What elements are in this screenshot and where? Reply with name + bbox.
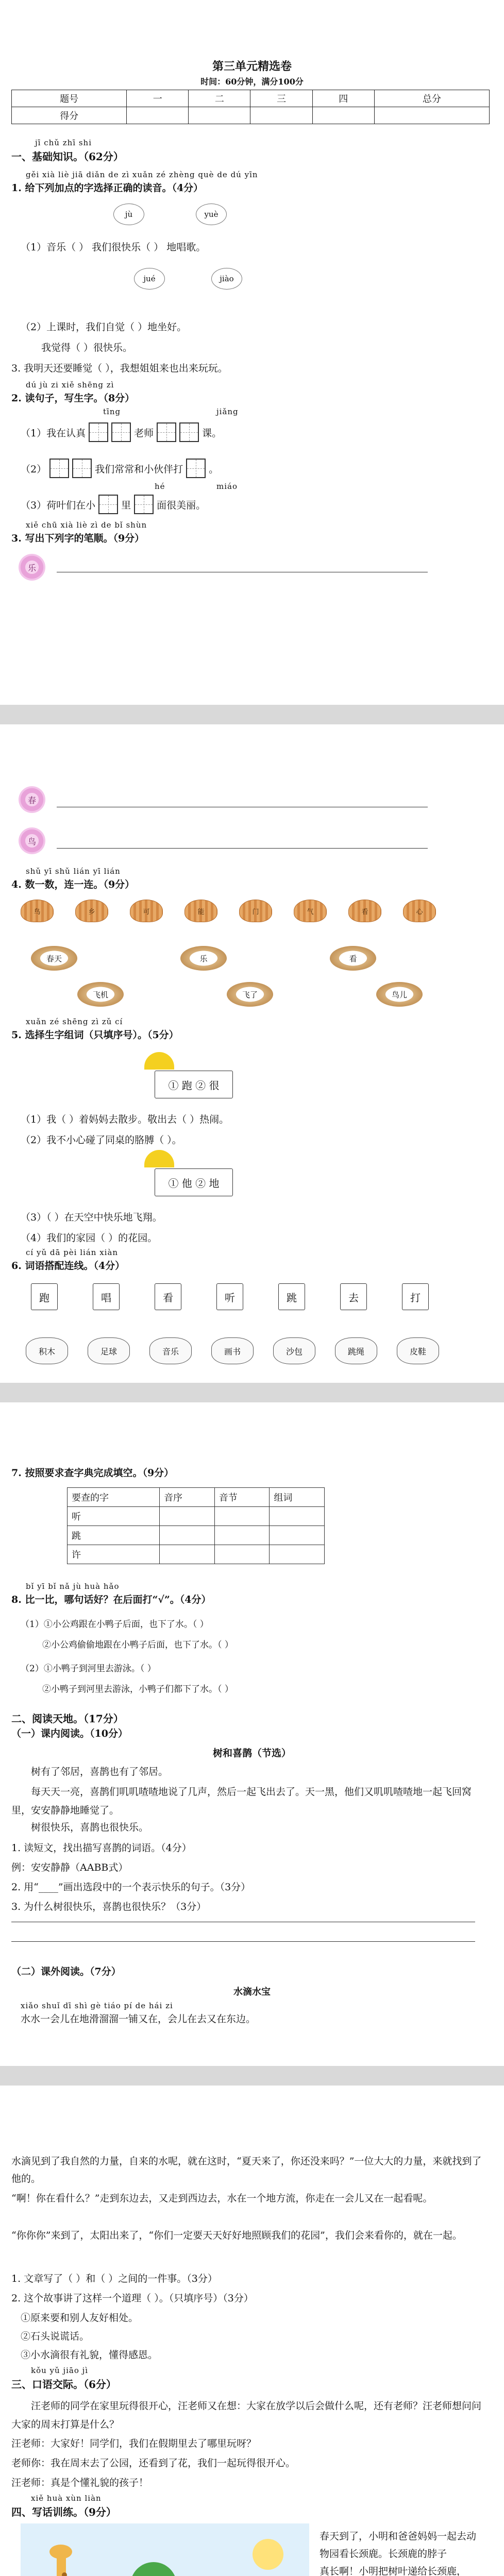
exam-title: 第三单元精选卷 — [212, 60, 292, 73]
article-paragraph: 树有了邻居，喜鹊也有了邻居。 — [31, 1766, 169, 1777]
story-paragraph: “你你你”来到了，太阳出来了，“你们一定要天天好好地照顾我们的花园”，我们会来看你的，就在一起。 — [11, 2230, 462, 2241]
writing-box[interactable] — [98, 495, 118, 514]
question-line: （1）音乐（ ） 我们很快乐（ ） 地唱歌。 — [21, 242, 206, 253]
nest-card[interactable]: 春天 — [31, 946, 77, 971]
question-title: 7. 按照要求查字典完成填空。（9分） — [11, 1467, 174, 1479]
writing-box[interactable] — [186, 459, 206, 478]
shell-row — [21, 900, 436, 922]
reading-option: ①原来要和别人友好相处。 — [21, 2312, 139, 2324]
question-title: 8. 比一比，哪句话好？在后面打“√”。（4分） — [11, 1594, 211, 1605]
section-pinyin: jī chǔ zhī shi — [35, 138, 92, 147]
writing-box[interactable] — [72, 459, 92, 478]
score-row-header — [12, 90, 490, 107]
write-text: 面很美丽。 — [157, 499, 206, 511]
score-table — [11, 90, 490, 124]
noun-card[interactable]: 音乐 — [149, 1337, 192, 1364]
question-title: 4. 数一数，连一连。（9分） — [11, 879, 135, 890]
question-line: （4）我们的家园（ ）的花园。 — [21, 1232, 158, 1244]
score-input-cell[interactable] — [312, 107, 374, 124]
sun-icon — [253, 2539, 283, 2570]
answer-line[interactable] — [11, 1941, 475, 1942]
verb-card[interactable]: 跑 — [31, 1283, 58, 1310]
oral-paragraph: 汪老师的同学在家里玩得很开心，汪老师又在想：大家在放学以后会做什么呢，还有老师？汪老师想问问大家的周末打算是什么？ — [11, 2400, 482, 2430]
option-box: ① 他 ② 地 — [155, 1168, 233, 1196]
reading-question: 3. 为什么树很快乐，喜鹊也很快乐？（3分） — [11, 1901, 207, 1912]
question-title: 2. 读句子，写生字。（8分） — [11, 393, 135, 404]
reading-option: ②石头说谎话。 — [21, 2331, 90, 2342]
verb-row — [31, 1283, 429, 1310]
reading-option: ③小水滴很有礼貌，懂得感恩。 — [21, 2349, 158, 2361]
oral-paragraph: 汪老师：大家好！同学们，我们在假期里去了哪里玩呀？ — [11, 2438, 257, 2449]
score-cell: 二 — [189, 90, 250, 107]
question-line: （2）上课时，我们自觉（ ）地坐好。 — [21, 321, 187, 333]
sun-icon — [144, 1052, 174, 1070]
write-line — [21, 495, 206, 514]
score-input-cell[interactable] — [127, 107, 189, 124]
family-zoo-illustration — [21, 2523, 309, 2576]
shell-card[interactable]: 门 — [239, 900, 272, 922]
answer-cell[interactable] — [214, 1545, 270, 1564]
shell-card[interactable]: 鸟 — [21, 900, 54, 922]
question-title: 3. 写出下列字的笔顺。（9分） — [11, 533, 145, 544]
verb-card[interactable]: 唱 — [93, 1283, 120, 1310]
story-paragraph: 水滴见到了我自然的力量，自来的水呢，就在这时，“夏天来了，你还没来吗？”一位大大的力量，来就找到了他的。 — [11, 2156, 482, 2184]
question-pinyin: shǔ yī shǔ lián yī lián — [26, 867, 121, 876]
question-pinyin: gěi xià liè jiā diǎn de zì xuǎn zé zhèng què de dú yīn — [26, 170, 258, 179]
noun-card[interactable]: 画书 — [211, 1337, 254, 1364]
shell-card[interactable]: 可 — [130, 900, 163, 922]
pinyin-oval[interactable]: jué — [134, 268, 165, 290]
nest-card[interactable]: 飞了 — [227, 982, 273, 1007]
noun-card[interactable]: 皮鞋 — [397, 1337, 439, 1364]
score-cell: 三 — [250, 90, 312, 107]
noun-card[interactable]: 沙包 — [273, 1337, 315, 1364]
write-text: 老师 — [134, 427, 154, 439]
writing-prompt-line: 真长啊！小明把树叶递给长颈鹿， — [320, 2566, 467, 2576]
shell-card[interactable]: 能 — [184, 900, 217, 922]
article-paragraph: 每天天一亮，喜鹊们叽叽喳喳地说了几声，然后一起飞出去了。天一黑，他们又叽叽喳喳地一起飞回窝里，安安静静地睡觉了。 — [11, 1786, 472, 1816]
shell-card[interactable]: 心 — [403, 900, 436, 922]
oral-paragraph: 老师你：我在周末去了公园，还看到了花，我们一起玩得很开心。 — [11, 2458, 296, 2469]
page-1 — [0, 0, 504, 705]
write-text: 课。 — [202, 427, 222, 439]
section-heading: 三、口语交际。（6分） — [11, 2378, 116, 2391]
question-title: 1. 给下列加点的字选择正确的读音。（4分） — [11, 182, 204, 194]
table-row — [68, 1545, 325, 1564]
reading-question: 2. 这个故事讲了这样一个道理（ ）。（只填序号）（3分） — [11, 2293, 254, 2304]
table-cell: 许 — [68, 1545, 160, 1564]
story-pinyin: xiǎo shuǐ dī shì gè tiáo pí de hái zi — [21, 2001, 173, 2010]
writing-box[interactable] — [157, 422, 176, 442]
article-paragraph: 树很快乐，喜鹊也很快乐。 — [31, 1822, 149, 1833]
flower-char-icon: 春 — [19, 786, 45, 813]
writing-box[interactable] — [179, 422, 199, 442]
writing-prompt-line: 春天到了，小明和爸爸妈妈一起去动物园看长颈鹿。长颈鹿的脖子 — [320, 2531, 477, 2560]
section-pinyin: kǒu yǔ jiāo jì — [31, 2366, 89, 2375]
page-gap — [0, 705, 504, 724]
reading-question: 例：安安静静（AABB式） — [11, 1862, 128, 1873]
question-pinyin: bǐ yī bǐ nǎ jù huà hǎo — [26, 1582, 120, 1591]
section-heading: 二、阅读天地。（17分） — [11, 1713, 124, 1725]
table-cell: 跳 — [68, 1526, 160, 1545]
exam-subtitle: 时间：60分钟，满分100分 — [200, 77, 304, 87]
char-pinyin: miáo — [216, 482, 238, 491]
reading-question: 1. 文章写了（ ）和（ ）之间的一件事。（3分） — [11, 2273, 217, 2284]
section-heading: 一、基础知识。（62分） — [11, 150, 124, 163]
reading-question: 1. 读短文，找出描写喜鹊的词语。（4分） — [11, 1842, 192, 1854]
write-line — [21, 459, 219, 478]
table-header: 音序 — [160, 1488, 215, 1507]
score-cell: 题号 — [12, 90, 127, 107]
nest-row-top — [31, 946, 376, 971]
write-text: （3）荷叶们在小 — [21, 499, 96, 511]
verb-card[interactable]: 听 — [216, 1283, 243, 1310]
pinyin-oval[interactable]: jiào — [211, 268, 242, 290]
reading-question: 2. 用“____”画出选段中的一个表示快乐的句子。（3分） — [11, 1882, 251, 1893]
answer-cell[interactable] — [160, 1507, 215, 1526]
dictionary-table — [67, 1487, 325, 1564]
story-title: 水滴水宝 — [233, 1987, 271, 1997]
shell-card[interactable]: 气 — [294, 900, 327, 922]
pinyin-option-group — [134, 268, 242, 290]
pinyin-oval: jù — [113, 204, 144, 225]
score-input-cell[interactable] — [250, 107, 312, 124]
option-box: ① 跑 ② 很 — [155, 1071, 233, 1098]
question-pinyin: cí yǔ dā pèi lián xiàn — [26, 1248, 119, 1257]
question-pinyin: xiě chū xià liè zì de bǐ shùn — [26, 520, 147, 530]
score-cell: 总分 — [374, 90, 489, 107]
write-line — [21, 422, 222, 442]
oral-paragraph: 汪老师：真是个懂礼貌的孩子！ — [11, 2477, 149, 2488]
subsection-heading: （一）课内阅读。（10分） — [11, 1728, 128, 1739]
noun-card[interactable]: 积木 — [26, 1337, 68, 1364]
flower-char-icon: 乐 — [19, 554, 45, 581]
compare-option: ②小公鸡偷偷地跟在小鸭子后面，也下了水。（ ） — [42, 1640, 233, 1650]
question-pinyin: xuǎn zé shēng zì zǔ cí — [26, 1017, 123, 1026]
pinyin-option-group — [113, 204, 227, 225]
answer-cell[interactable] — [270, 1526, 325, 1545]
question-pinyin: dú jù zi xiě shēng zì — [26, 380, 114, 389]
table-header: 要查的字 — [68, 1488, 160, 1507]
verb-card[interactable]: 看 — [155, 1283, 181, 1310]
table-row — [68, 1526, 325, 1545]
section-heading: 四、写话训练。（9分） — [11, 2506, 116, 2518]
noun-row — [26, 1337, 439, 1364]
char-pinyin: tīng — [103, 407, 121, 416]
section-pinyin: xiě huà xùn liàn — [31, 2494, 102, 2503]
writing-prompt — [320, 2528, 484, 2576]
question-line: 3. 我明天还要睡觉（ ），我想姐姐来也出来玩玩。 — [11, 363, 228, 374]
table-header: 音节 — [214, 1488, 270, 1507]
score-input-cell[interactable] — [189, 107, 250, 124]
pinyin-oval: yuè — [196, 204, 227, 225]
page-3 — [0, 1402, 504, 2066]
answer-cell[interactable] — [160, 1526, 215, 1545]
page-2 — [0, 724, 504, 1383]
nest-card[interactable]: 乐 — [180, 946, 227, 971]
nest-card[interactable]: 看 — [330, 946, 376, 971]
question-title: 6. 词语搭配连线。（4分） — [11, 1260, 125, 1272]
score-cell: 一 — [127, 90, 189, 107]
writing-box[interactable] — [134, 495, 154, 514]
story-line: 水水一会儿在地滑溜溜一铺又在，会儿在去又在东边。 — [21, 2013, 256, 2025]
nest-card[interactable]: 飞机 — [77, 982, 124, 1007]
nest-card[interactable]: 鸟儿 — [376, 982, 423, 1007]
char-pinyin: hé — [155, 482, 165, 491]
score-cell: 四 — [312, 90, 374, 107]
verb-card[interactable]: 打 — [402, 1283, 429, 1310]
compare-option: （2）①小鸭子到河里去游泳。（ ） — [21, 1664, 156, 1674]
writing-box[interactable] — [49, 459, 69, 478]
question-line: （1）我（ ）着妈妈去散步。敬出去（ ）热闹。 — [21, 1114, 229, 1125]
answer-cell[interactable] — [160, 1545, 215, 1564]
page-gap — [0, 2066, 504, 2086]
table-header: 组词 — [270, 1488, 325, 1507]
noun-card[interactable]: 足球 — [88, 1337, 130, 1364]
score-input-cell[interactable] — [374, 107, 489, 124]
pinyin-option[interactable] — [113, 204, 144, 225]
verb-card[interactable]: 去 — [340, 1283, 367, 1310]
question-line: （2）我不小心碰了同桌的胳膊（ ）。 — [21, 1134, 182, 1146]
char-pinyin: jiǎng — [216, 407, 239, 416]
noun-card[interactable]: 跳绳 — [335, 1337, 377, 1364]
story-paragraph: “啊！你在看什么？”走到东边去，又走到西边去，水在一个地方流，你走在一会儿又在一起看呢。 — [11, 2193, 433, 2204]
writing-box[interactable] — [111, 422, 131, 442]
answer-cell[interactable] — [214, 1507, 270, 1526]
nest-row-bottom — [77, 982, 423, 1007]
page-4 — [0, 2086, 504, 2576]
score-row-values — [12, 107, 490, 124]
question-line: （3）（ ）在天空中快乐地飞翔。 — [21, 1212, 162, 1223]
write-text: 里 — [121, 499, 131, 511]
write-text: （1）我在认真 — [21, 427, 86, 439]
answer-cell[interactable] — [270, 1507, 325, 1526]
score-cell: 得分 — [12, 107, 127, 124]
verb-card[interactable]: 跳 — [278, 1283, 305, 1310]
writing-box[interactable] — [89, 422, 108, 442]
question-line: 我觉得（ ）很快乐。 — [41, 342, 133, 353]
compare-option: （1）①小公鸡跟在小鸭子后面，也下了水。（ ） — [21, 1619, 209, 1630]
table-cell: 听 — [68, 1507, 160, 1526]
write-text: 。 — [209, 463, 219, 475]
answer-line[interactable] — [57, 848, 428, 849]
answer-cell[interactable] — [270, 1545, 325, 1564]
compare-option: ②小鸭子到河里去游泳，小鸭子们都下了水。（ ） — [42, 1684, 233, 1694]
question-title: 5. 选择生字组词（只填序号）。（5分） — [11, 1029, 179, 1041]
table-row — [68, 1507, 325, 1526]
page-gap — [0, 1383, 504, 1402]
sun-icon — [144, 1150, 174, 1167]
shell-card[interactable]: 看 — [348, 900, 381, 922]
flower-char-icon: 鸟 — [19, 827, 45, 854]
write-text: （2） — [21, 463, 47, 475]
pinyin-option[interactable] — [196, 204, 227, 225]
write-text: 我们常常和小伙伴打 — [95, 463, 183, 475]
answer-cell[interactable] — [214, 1526, 270, 1545]
table-header-row — [68, 1488, 325, 1507]
article-title: 树和喜鹊（节选） — [212, 1748, 291, 1759]
shell-card[interactable]: 乡 — [75, 900, 108, 922]
subsection-heading: （二）课外阅读。（7分） — [11, 1966, 121, 1977]
